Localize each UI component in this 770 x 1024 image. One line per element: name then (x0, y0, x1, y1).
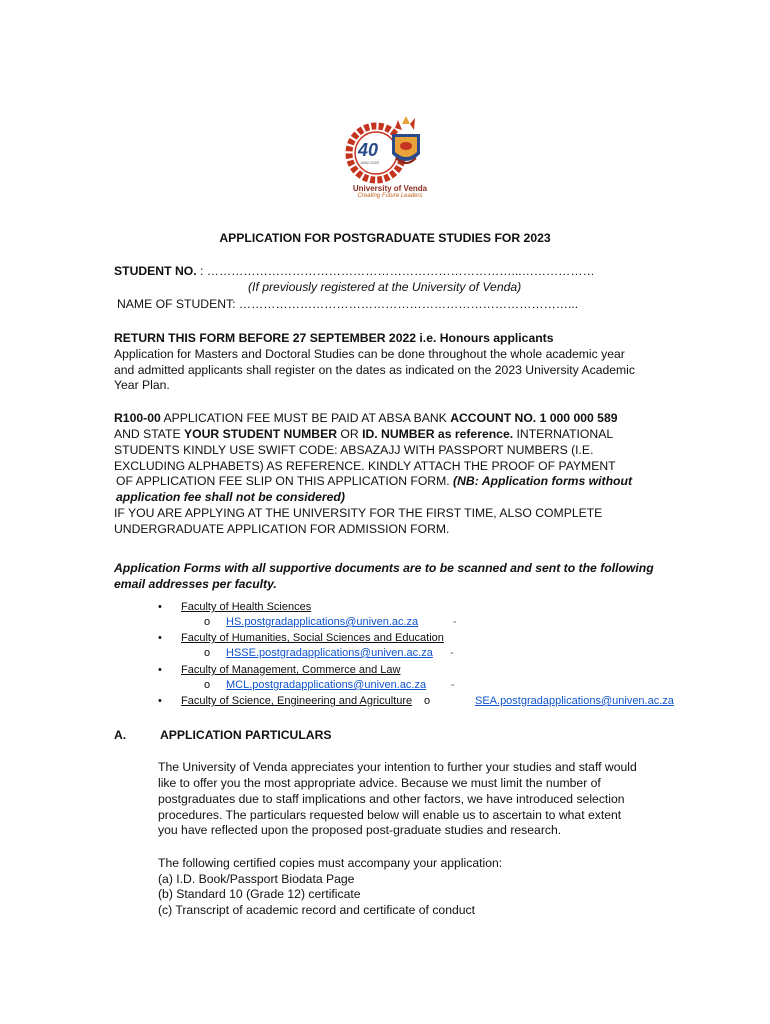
logo-anniversary-years: 1982-2022 (360, 160, 380, 165)
copies-item: (a) I.D. Book/Passport Biodata Page (158, 872, 355, 886)
fee-line-1 (114, 411, 618, 427)
dash-mark: - (453, 616, 457, 628)
section-a-para-line: The University of Venda appreciates your intention to further your studies and staff would (158, 760, 637, 774)
section-a-para-line: like to offer you the most appropriate advice. Because we must limit the number of (158, 776, 601, 790)
return-line-3: Year Plan. (114, 378, 170, 392)
email-link-sea[interactable]: SEA.postgradapplications@univen.ac.za (475, 695, 674, 707)
logo-anniversary-number: 40 (358, 140, 379, 160)
bullet-icon: • (158, 664, 162, 676)
faculty-science: Faculty of Science, Engineering and Agriculture (181, 695, 413, 707)
section-a-letter: A. (114, 728, 127, 742)
logo-university-name: University of Venda (352, 184, 428, 193)
page-title: APPLICATION FOR POSTGRADUATE STUDIES FOR 2023 (219, 231, 551, 245)
fee-l2-student-number: YOUR STUDENT NUMBER (183, 427, 338, 441)
return-line-1: Application for Masters and Doctoral Studies can be done throughout the whole academic year (114, 347, 625, 361)
student-no-field[interactable]: : …………………………………………………………………...……………… (196, 264, 595, 278)
fee-line-3: STUDENTS KINDLY USE SWIFT CODE: ABSAZAJJ WITH PASSPORT NUMBERS (I.E. (114, 443, 594, 457)
section-a-heading: APPLICATION PARTICULARS (160, 728, 332, 742)
email-link-mcl[interactable]: MCL.postgradapplications@univen.ac.za (226, 679, 427, 691)
fee-account: ACCOUNT NO. 1 000 000 589 (450, 411, 618, 425)
copies-intro: The following certified copies must accompany your application: (158, 856, 503, 870)
fee-line-8: UNDERGRADUATE APPLICATION FOR ADMISSION FORM. (114, 522, 450, 536)
email-link-hs[interactable]: HS.postgradapplications@univen.ac.za (226, 616, 419, 628)
return-line-2: and admitted applicants shall register on the dates as indicated on the 2023 University Academic (114, 363, 635, 377)
fee-line-4: EXCLUDING ALPHABETS) AS REFERENCE. KINDLY ATTACH THE PROOF OF PAYMENT (114, 459, 616, 473)
dash-mark: - (450, 647, 454, 659)
fee-line-6: application fee shall not be considered) (116, 490, 345, 504)
student-no-line (114, 264, 595, 280)
fee-l2-international: INTERNATIONAL (513, 427, 614, 441)
fee-line-5 (116, 474, 632, 490)
fee-text: APPLICATION FEE MUST BE PAID AT ABSA BANK (160, 411, 451, 425)
fee-l5-nb: (NB: Application forms without (453, 474, 633, 488)
bullet-icon: • (158, 601, 162, 613)
forms-intro-line-1: Application Forms with all supportive documents are to be scanned and sent to the following (114, 561, 654, 575)
forms-intro-line-2: email addresses per faculty. (114, 577, 277, 591)
fee-l2-a: AND STATE (114, 427, 184, 441)
fee-l2-or: OR (337, 427, 363, 441)
fee-l5-text: OF APPLICATION FEE SLIP ON THIS APPLICATION FORM. (116, 474, 454, 488)
fee-amount: R100-00 (114, 411, 161, 425)
sub-bullet-icon: o (204, 679, 211, 691)
faculty-humanities: Faculty of Humanities, Social Sciences and Education (181, 632, 444, 644)
sub-bullet-icon: o (424, 695, 431, 707)
student-no-note: (If previously registered at the University of Venda) (248, 280, 522, 294)
fee-l2-id-number: ID. NUMBER as reference. (362, 427, 514, 441)
return-heading: RETURN THIS FORM BEFORE 27 SEPTEMBER 2022 i.e. Honours applicants (114, 331, 554, 345)
section-a-para-line: you have reflected upon the proposed post-graduate studies and research. (158, 823, 562, 837)
student-no-label: STUDENT NO. (114, 264, 197, 278)
copies-item: (c) Transcript of academic record and certificate of conduct (158, 903, 476, 917)
fee-line-2 (114, 427, 613, 443)
sub-bullet-icon: o (204, 616, 211, 628)
name-of-student-field[interactable]: NAME OF STUDENT: ………………………………………………………………………... (117, 297, 579, 311)
section-a-para-line: postgraduates due to staff implications and other factors, we have introduced selection (158, 792, 625, 806)
faculty-health-sciences: Faculty of Health Sciences (181, 601, 312, 613)
dash-mark: - (451, 679, 455, 691)
logo-tagline: Creating Future Leaders (357, 193, 423, 199)
bullet-icon: • (158, 695, 162, 707)
email-link-hsse[interactable]: HSSE.postgradapplications@univen.ac.za (226, 647, 433, 659)
copies-item: (b) Standard 10 (Grade 12) certificate (158, 887, 361, 901)
sub-bullet-icon: o (204, 647, 211, 659)
section-a-para-line: procedures. The particulars requested below will enable us to ascertain to what extent (158, 808, 622, 822)
fee-line-7: IF YOU ARE APPLYING AT THE UNIVERSITY FOR THE FIRST TIME, ALSO COMPLETE (114, 506, 603, 520)
faculty-management: Faculty of Management, Commerce and Law (181, 664, 401, 676)
bullet-icon: • (158, 632, 162, 644)
